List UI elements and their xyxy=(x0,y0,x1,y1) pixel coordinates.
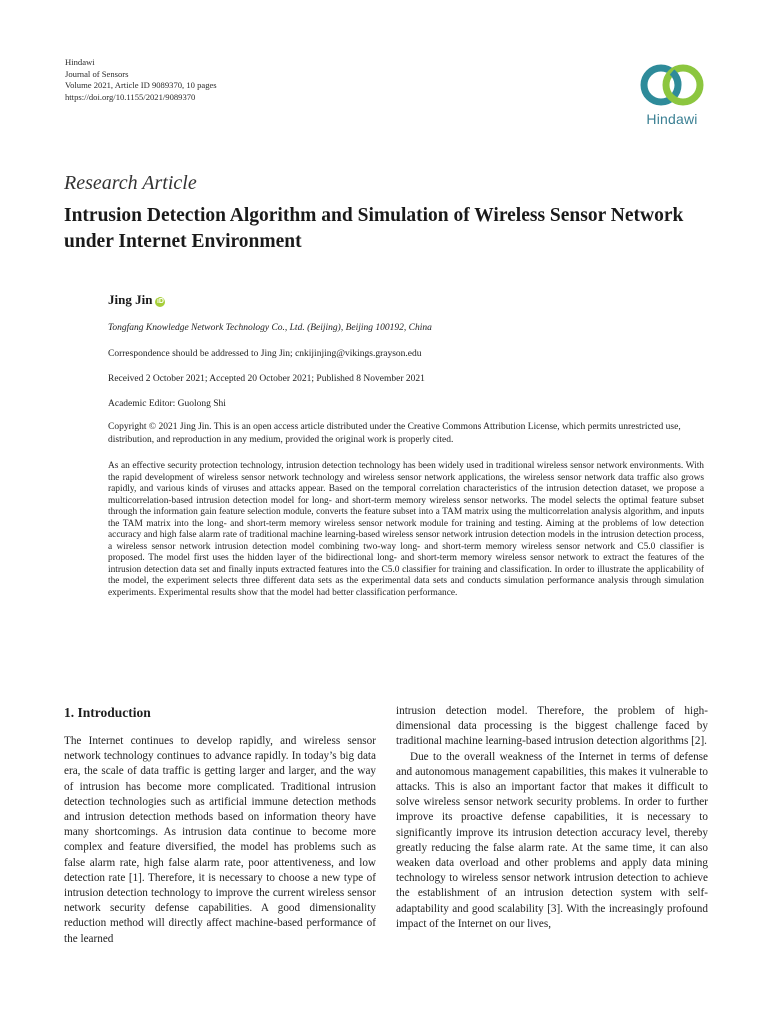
section-heading-introduction: 1. Introduction xyxy=(64,705,151,720)
logo-wordmark: Hindawi xyxy=(646,111,698,127)
right-column xyxy=(396,704,708,932)
author-line xyxy=(108,292,165,308)
copyright-notice: Copyright © 2021 Jing Jin. This is an open access article distributed under the Creative Commons Attribution License, which permits unrestricted use, distribution, and reproduction in any medium, provided the original work is properly cited. xyxy=(108,422,681,445)
hindawi-logo xyxy=(632,61,712,133)
journal-header xyxy=(65,57,217,103)
intro-paragraph-2: Due to the overall weakness of the Internet in terms of defense and autonomous management capabilities, this makes it vulnerable to attacks. This is also an important factor that makes it difficult to solve wireless sensor network security problems. In order to further improve its proactive defense capabilities, it is necessary to significantly improve its intrusion detection accuracy level, thereby greatly reducing the false alarm rate. At the same time, it can also weaken data overload and other problems and apply data mining technology to wireless sensor network intrusion detection to achieve the establishment of an intrusion detection system with self-adaptability and good scalability [3]. With the increasingly profound impact of the Internet on our lives, xyxy=(396,750,708,930)
publisher-name: Hindawi xyxy=(65,57,95,67)
journal-name: Journal of Sensors xyxy=(65,68,129,79)
doi-link[interactable]: https://doi.org/10.1155/2021/9089370 xyxy=(65,91,196,102)
intro-paragraph-1: The Internet continues to develop rapidly, and wireless sensor network technology continues to advance rapidly. In today’s big data era, the scale of data traffic is getting larger and larger, and the way of intrusion has become more complicated. Traditional intrusion detection technologies such as artificial immune detection methods and intrusion detection methods based on information theory have many shortcomings. As intrusion data continue to become more complex and feature diversified, the model has problems such as false alarm rate, high false alarm rate, poor attentiveness, and low detection rate [1]. Therefore, it is necessary to choose a new type of intrusion detection technology to improve the current wireless sensor network security defense capabilities. A good dimensionality reduction method will directly affect machine-based performance of the learned xyxy=(64,735,376,945)
author-name[interactable]: Jing Jin xyxy=(108,292,153,307)
orcid-icon[interactable]: iD xyxy=(156,298,164,305)
publication-dates: Received 2 October 2021; Accepted 20 October 2021; Published 8 November 2021 xyxy=(108,374,425,384)
affiliation: Tongfang Knowledge Network Technology Co., Ltd. (Beijing), Beijing 100192, China xyxy=(108,323,432,333)
volume-line: Volume 2021, Article ID 9089370, 10 pages xyxy=(65,80,217,91)
article-title: Intrusion Detection Algorithm and Simulation of Wireless Sensor Network under Internet Environment xyxy=(64,205,684,252)
article-type: Research Article xyxy=(64,172,197,194)
left-column xyxy=(64,704,376,947)
hindawi-rings-icon xyxy=(636,61,708,111)
correspondence: Correspondence should be addressed to Jing Jin; cnkijinjing@vikings.grayson.edu xyxy=(108,349,422,359)
intro-paragraph-1-continued: intrusion detection model. Therefore, the problem of high-dimensional data processing is the biggest challenge faced by traditional machine learning-based intrusion detection algorithms [2]. xyxy=(396,705,708,748)
abstract: As an effective security protection technology, intrusion detection technology has been widely used in traditional wireless sensor network environments. With the rapid development of wireless sensor network technology and wireless sensor network applications, the wireless sensor network data traffic also grows rapidly, and various kinds of viruses and attacks appear. Based on the temporal correlation characteristics of the intrusion detection dataset, we propose a multicorrelation-based intrusion detection model for long- and short-term memory wireless sensor networks. The model selects the optimal feature subset through the information gain feature selection module, converts the feature subset into a TAM matrix using the multicorrelation analysis algorithm, and inputs the TAM matrix into the long- and short-term memory wireless sensor network module for training and testing. Aiming at the problems of low detection accuracy and high false alarm rate of traditional machine learning-based wireless sensor network intrusion detection models in the intrusion detection process, a wireless sensor network intrusion detection model combining two-way long- and short-term memory wireless sensor network and C5.0 classifier is proposed. The model first uses the hidden layer of the bidirectional long- and short-term memory wireless sensor network to extract the features of the intrusion detection data set and finally inputs extracted features into the C5.0 classifier for training and classification. In order to illustrate the applicability of the model, the experiment selects three different data sets as the experimental data sets and conducts simulation performance analysis through simulation experiments. Experimental results show that the model had better classification performance. xyxy=(108,461,704,599)
academic-editor: Academic Editor: Guolong Shi xyxy=(108,399,226,409)
